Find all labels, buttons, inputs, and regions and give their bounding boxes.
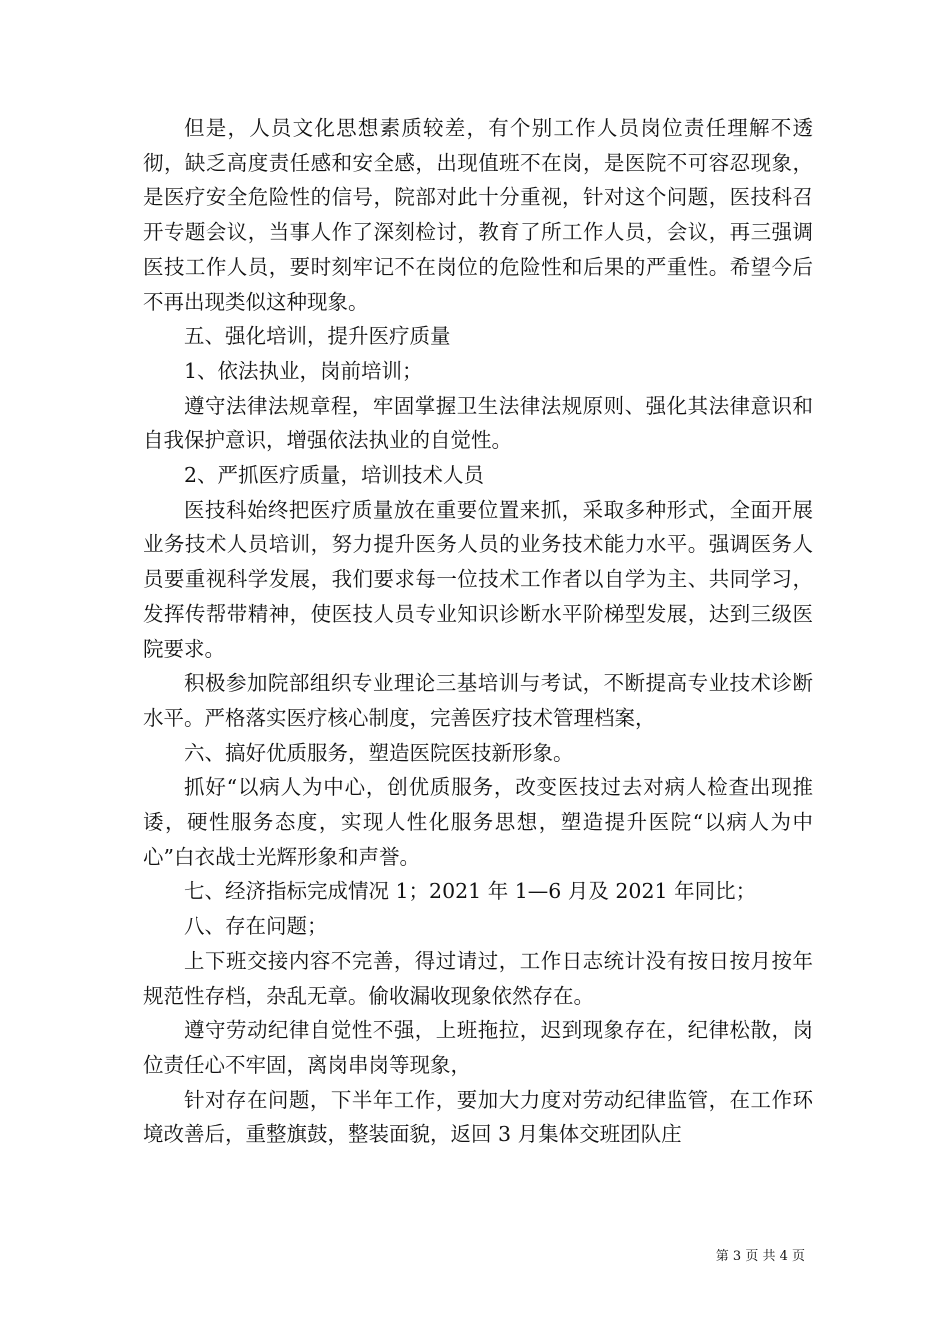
section-heading: 七、经济指标完成情况 1；2021 年 1—6 月及 2021 年同比； xyxy=(184,879,757,904)
document-body xyxy=(143,111,813,1152)
section-heading: 六、搞好优质服务，塑造医院医技新形象。 xyxy=(184,740,574,765)
paragraph: 抓好“以病人为中心，创优质服务，改变医技过去对病人检查出现推诿，硬性服务态度，实现人性化服务思想，塑造提升医院“以病人为中心”白衣战士光辉形象和声誉。 xyxy=(143,775,813,869)
subsection-heading: 2、严抓医疗质量，培训技术人员 xyxy=(184,463,485,488)
section-heading: 五、强化培训，提升医疗质量 xyxy=(184,324,451,349)
paragraph: 积极参加院部组织专业理论三基培训与考试，不断提高专业技术诊断水平。严格落实医疗核心制度，完善医疗技术管理档案， xyxy=(143,671,813,730)
page-number: 第 3 页 共 4 页 xyxy=(715,1249,805,1264)
paragraph: 遵守法律法规章程，牢固掌握卫生法律法规原则、强化其法律意识和自我保护意识，增强依法执业的自觉性。 xyxy=(143,393,813,453)
paragraph: 针对存在问题，下半年工作，要加大力度对劳动纪律监管，在工作环境改善后，重整旗鼓，整装面貌，返回 3 月集体交班团队庄 xyxy=(143,1087,813,1147)
subsection-heading: 1、依法执业，岗前培训； xyxy=(184,358,423,383)
paragraph: 医技科始终把医疗质量放在重要位置来抓，采取多种形式，全面开展业务技术人员培训，努力提升医务人员的业务技术能力水平。强调医务人员要重视科学发展，我们要求每一位技术工作者以自学为主、共同学习，发挥传帮带精神，使医技人员专业知识诊断水平阶梯型发展，达到三级医院要求。 xyxy=(143,497,813,661)
paragraph: 遵守劳动纪律自觉性不强，上班拖拉，迟到现象存在，纪律松散，岗位责任心不牢固，离岗串岗等现象， xyxy=(143,1018,813,1077)
paragraph: 上下班交接内容不完善，得过请过，工作日志统计没有按日按月按年规范性存档，杂乱无章。偷收漏收现象依然存在。 xyxy=(143,948,813,1008)
section-heading: 八、存在问题； xyxy=(184,914,328,939)
paragraph: 但是，人员文化思想素质较差，有个别工作人员岗位责任理解不透彻，缺乏高度责任感和安全感，出现值班不在岗，是医院不可容忍现象，是医疗安全危险性的信号，院部对此十分重视，针对这个问题，医技科召开专题会议，当事人作了深刻检讨，教育了所工作人员，会议，再三强调医技工作人员，要时刻牢记不在岗位的危险性和后果的严重性。希望今后不再出现类似这种现象。 xyxy=(143,116,813,314)
